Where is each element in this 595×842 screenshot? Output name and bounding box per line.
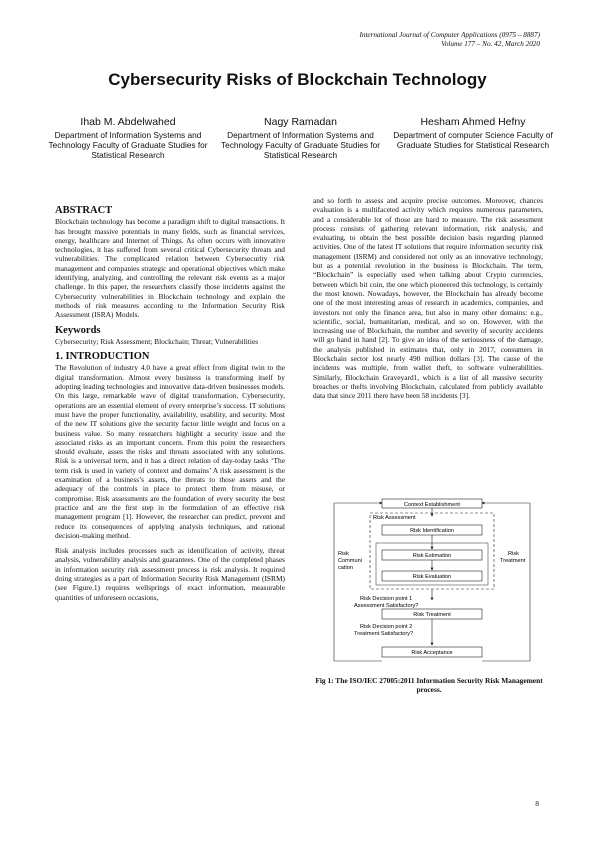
decision1-label: Risk Decision point 1 [360,596,413,602]
author-affiliation: Department of computer Science Faculty of Graduate Studies for Statistical Research [393,130,553,150]
abstract-text: Blockchain technology has become a paradigm shift to digital transactions. It has brought massive potentials in many fields, such as financial services, energy, healthcare and Internet of Things. As often occurs with innovative technologies, it has suffered from several critical Cybersecurity threats and vulnerabilities. The complicated relation between Cybersecurity risk management and companies strategic and operational objectives which make identifying, analyzing, and controlling the relevant risk events as a major challenge. In this paper, the researchers classify those incidents against the Cybersecurity vulnerabilities in Blockchain technology and explain the methods of risk measures according to the Information Security Risk Assessment (ISRA) Models. [55,217,285,320]
author-2 [221,116,381,160]
estimation-label: Risk Estimation [412,553,452,559]
abstract-heading: ABSTRACT [55,205,113,216]
author-name: Hesham Ahmed Hefny [420,116,526,128]
journal-volume: Volume 177 – No. 42, March 2020 [441,40,540,48]
author-affiliation: Department of Information Systems and Technology Faculty of Graduate Studies for Statistical Research [48,130,208,160]
author-1 [48,116,208,160]
intro-paragraph-1: The Revolution of industry 4.0 have a great effect from digital twin to the digital transformation. Almost every business is transforming itself by adopting leading technologies and innovative data-driven businesses models. On this large, remarkable wave of digital transformation, Cybersecurity, operations are an essential element of every enterprise’s success. IT solutions must have the proper functionality, availability, usability, and security. Most of the new IT solutions give the security factor little weight and focus on a business value. So many researchers highlight a security issue and the associated risks as an important concern. From this point the researchers should evaluate, asses the risks and threats associated with any solutions. Risk is a universal term, and it has a direct relation of day-today tasks ‘The term risk is used in variety of context and domains’ A risk assessment is the examination of a business’s assets, the threats to those assets and the adequacy of the controls in place to protect them from misuse, or compromise. Risk assessments are the foundation of every security the best practice and are the first step in the formulation of an effective risk management program [1]. However, the researcher can predict, prevent and reduce its consequences of applying analysis techniques, and rational decision-making method. [55,363,285,540]
acceptance-label: Risk Acceptance [411,650,453,656]
author-name: Ihab M. Abdelwahed [80,116,176,128]
keywords-text: Cybersecurity; Risk Assessment; Blockchain; Threat; Vulnerabilities [55,336,259,346]
communication-label-2: Communi [338,558,362,564]
monitoring-label-1: Risk [508,551,519,557]
author-name: Nagy Ramadan [264,116,337,128]
decision1b-label: Assessment Satisfactory? [354,603,419,609]
decision2-label: Risk Decision point 2 [360,624,413,630]
author-3 [393,116,553,160]
paper-title: Cybersecurity Risks of Blockchain Technology [108,70,487,89]
evaluation-label: Risk Evaluation [412,574,452,580]
intro-paragraph-2: Risk analysis includes processes such as identification of activity, threat analysis, vulnerability analysis and guarantees. One of the completed phases in information security risk assessment process is risk analysis. It required doing strategies as a part of Information Security Risk Management (ISRM) (see Figure.1) requires wellsprings of exact information, measurable quantities of unforeseen occasions, [55,546,285,602]
page-number: 8 [535,799,539,808]
isrm-process-figure [330,497,535,665]
treatment-label: Risk Treatment [413,612,451,618]
author-affiliation: Department of Information Systems and Technology Faculty of Graduate Studies for Statistical Research [220,130,381,160]
communication-label-1: Risk [338,551,349,557]
monitoring-label-2: Treatment [500,558,526,564]
context-label: Context Establishment [404,502,460,508]
journal-header [359,31,540,49]
keywords-heading: Keywords [55,324,101,336]
author-block [48,116,553,160]
communication-label-3: cation [338,565,353,571]
figure-caption: Fig 1: The ISO/IEC 27005:2011 Information Security Risk Management process. [315,676,543,694]
left-column [55,202,285,608]
decision2b-label: Treatment Satisfactory? [354,631,414,637]
intro-heading: 1. INTRODUCTION [55,351,150,363]
intro-paragraph-3: and so forth to assess and acquire precise outcomes. Moreover, chances evaluation is a multifaceted activity which requires numerous parameters, and a considerable lot of those are hard to measure. The risk assessment process consists of gathering relevant information, risk analysis, and evaluating, to obtain the best possible decision basis regarding planned activities. One of the latest IT solutions that require information security risk management (ISRM) and considered not only as an innovative technology, but as a potential revolution in the business is Blockchain. The term, “Blockchain” is especially used when talking about Crypto currencies, between which bit coin, the one which pioneered this technology, is certainly the most known. Nowadays, however, the Blockchain has already become one of the most interesting areas of research in academics, companies, and investors not only the finance area, but also in many other domains: e.g., scientific, social, humanitarian, medical, and so on. However, with the increasing use of Blockchain, the number and severity of security accidents will go hand in hand [2]. To give an idea of the seriousness of the damage, the analysis published in estimates that, only in 2017, consumers in Blockchain sector lost nearly 490 million dollars [3]. The cause of the incidents was multiple, from wallet theft, to software vulnerabilities. Similarly, Blockchain Graveyard1, which is a list of all massive security breaches or thefts involving Blockchain, calculated from publicly available data that since 2011 there have been 58 incidents [3]. [313,196,543,401]
right-column [313,196,543,407]
identification-label: Risk Identification [410,528,454,534]
assessment-label: Risk Assessment [373,515,416,521]
journal-name: International Journal of Computer Applications (0975 – 8887) [359,31,540,39]
